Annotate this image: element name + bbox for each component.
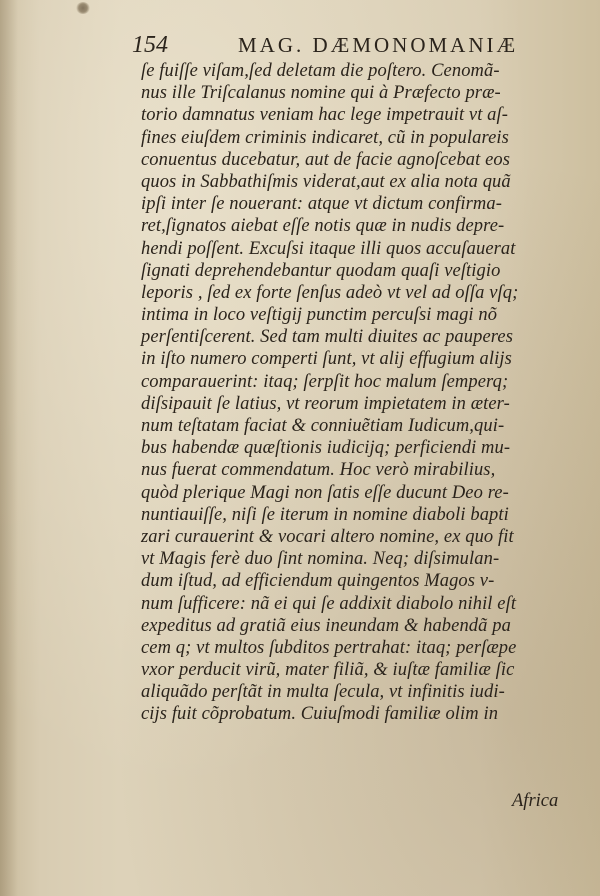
text-line: expeditus ad gratiã eius ineundam & habendã pa — [141, 615, 511, 636]
page-gutter-shadow — [0, 0, 18, 896]
text-line: fines eiuſdem criminis indicaret, cũ in populareis — [141, 127, 509, 148]
text-line: leporis , ſed ex forte ſenſus adeò vt vel ad oſſa vſq; — [141, 282, 519, 303]
page-number: 154 — [132, 32, 168, 58]
text-line: vt Magis ferè duo ſint nomina. Neq; diſsimulan- — [141, 549, 500, 570]
text-line: nuntiauiſſe, niſi ſe iterum in nomine diaboli bapti — [141, 504, 509, 525]
text-line: conuentus ducebatur, aut de facie agnoſcebat eos — [141, 149, 511, 170]
running-head: MAG. DÆMONOMANIÆ — [238, 33, 519, 57]
text-line: zari curauerint & vocari altero nomine, ex quo fit — [141, 526, 514, 547]
text-line: diſsipauit ſe latius, vt reorum impietatem in æter- — [141, 393, 510, 414]
text-line: in iſto numero comperti ſunt, vt alij effugium alijs — [141, 349, 512, 370]
text-line: ſe fuiſſe viſam,ſed deletam die poſtero. Cenomã- — [141, 61, 500, 81]
text-line: cem q; vt multos ſubditos pertrahat: itaq; perſæpe — [141, 637, 517, 658]
text-line: quos in Sabbathiſmis viderat,aut ex alia nota quã — [141, 171, 511, 192]
text-line: quòd plerique Magi non ſatis eſſe ducunt Deo re- — [141, 482, 509, 503]
text-line: vxor perducit virũ, mater filiã, & iuſtæ familiæ ſic — [141, 660, 515, 681]
page-header — [132, 30, 532, 60]
text-line: aliquãdo perſtãt in multa ſecula, vt infinitis iudi- — [141, 682, 505, 703]
text-line: hendi poſſent. Excuſsi itaque illi quos accuſauerat — [141, 238, 516, 259]
text-line: ſignati deprehendebantur quodam quaſi veſtigio — [141, 260, 501, 281]
text-line: cijs fuit cõprobatum. Cuiuſmodi familiæ olim in — [141, 704, 499, 725]
text-line: ret,ſignatos aiebat eſſe notis quæ in nudis depre- — [141, 216, 505, 237]
text-line: num teſtatam faciat & conniuẽtiam Iudicum,qui- — [141, 416, 505, 436]
text-line: intima in loco veſtigij punctim percuſsi magi nõ — [141, 305, 498, 326]
text-line: perſentiſcerent. Sed tam multi diuites ac pauperes — [141, 327, 514, 348]
catchword: Africa — [512, 791, 559, 811]
text-line: num ſufficere: nã ei qui ſe addixit diabolo nihil eſt — [141, 593, 517, 614]
text-line: bus habendæ quæſtionis iudicijq; perficiendi mu- — [141, 438, 511, 459]
text-line: comparauerint: itaq; ſerpſit hoc malum ſemperq; — [141, 371, 509, 392]
text-line: ipſi inter ſe nouerant: atque vt dictum confirma- — [141, 194, 502, 215]
text-line: torio damnatus veniam hac lege impetrauit vt aſ- — [141, 105, 509, 126]
ink-stain — [76, 2, 90, 14]
body-text — [141, 60, 571, 726]
text-line: nus fuerat commendatum. Hoc verò mirabilius, — [141, 460, 496, 481]
text-line: nus ille Triſcalanus nomine qui à Præfecto præ- — [141, 83, 501, 104]
text-line: dum iſtud, ad efficiendum quingentos Magos v- — [141, 571, 495, 592]
